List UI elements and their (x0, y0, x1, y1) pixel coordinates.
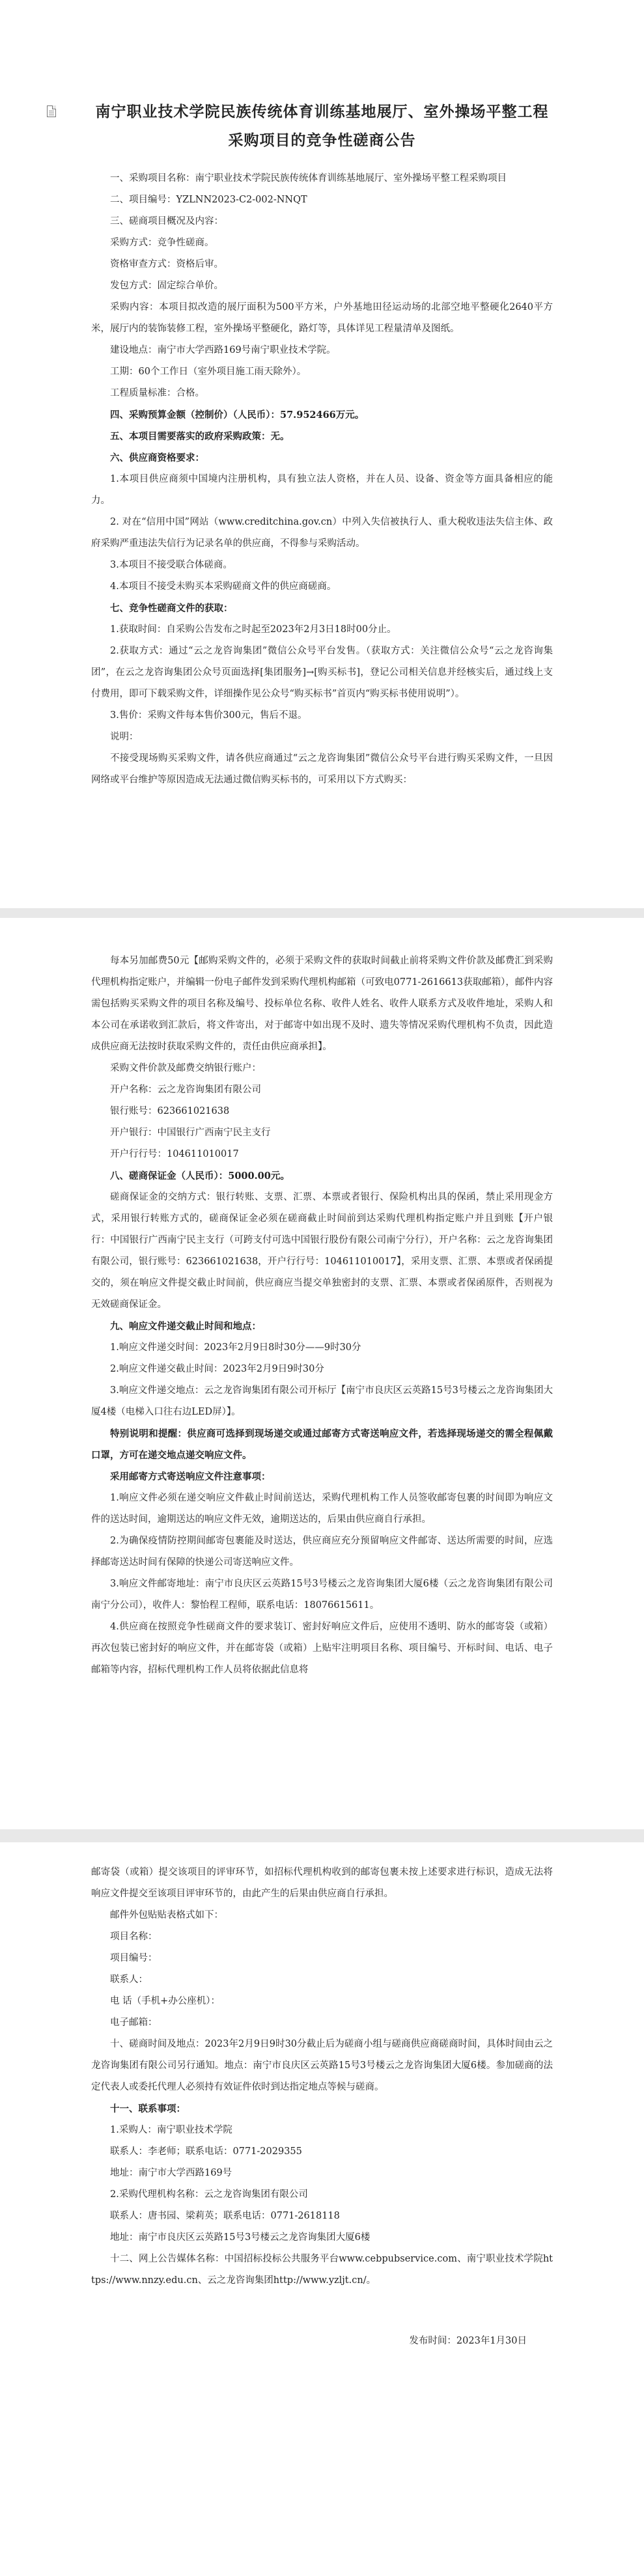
page-title: 南宁职业技术学院民族传统体育训练基地展厅、室外操场平整工程采购项目的竞争性磋商公告 (95, 104, 549, 149)
obtain-method: 2.获取方式：通过“云之龙咨询集团”微信公众号平台发售。（获取方式：关注微信公众号“云之龙咨询集团”，在云之龙咨询集团公众号页面选择[集团服务]→[购买标书]，登记公司相关信息并经核实后，通过线上支付费用，即可下载采购文件，详细操作见公众号“购买标书”首页内“购买标书使用说明”）。 (91, 646, 553, 699)
section-10-time-place: 十、磋商时间及地点：2023年2月9日9时30分截止后为磋商小组与磋商供应商磋商时间，具体时间由云之龙咨询集团有限公司另行通知。地点：南宁市良庆区云英路15号3号楼云之龙咨询集团大厦6楼。参加磋商的法定代表人或委托代理人必须持有效证件依时到达指定地点等候与磋商。 (91, 2039, 553, 2092)
mail-note-4: 4.供应商在按照竞争性磋商文件的要求装订、密封好响应文件后，应使用不透明、防水的邮寄袋（或箱）再次包装已密封好的响应文件，并在邮寄袋（或箱）上贴牢注明项目名称、项目编号、开标时间、电话、电子邮箱等内容，招标代理机构工作人员将依据此信息将 (91, 1622, 553, 1675)
purchaser-address: 地址：南宁市大学西路169号 (110, 2168, 232, 2178)
label-format-heading: 邮件外包贴贴表格式如下： (110, 1910, 223, 1920)
document-page-3 (0, 1842, 644, 2576)
document-price: 3.售价：采购文件每本售价300元，售后不退。 (110, 710, 307, 721)
qualification-3: 3.本项目不接受联合体磋商。 (110, 560, 232, 570)
section-2-project-number: 二、项目编号：YZLNN2023-C2-002-NNQT (110, 195, 307, 205)
label-email: 电子邮箱： (110, 2017, 158, 2028)
label-contact: 联系人： (110, 1974, 148, 1985)
section-11-heading: 十一、联系事项： (110, 2103, 186, 2114)
quality-standard: 工程质量标准：合格。 (110, 388, 204, 398)
purchaser-contact: 联系人：李老师；联系电话：0771-2029355 (110, 2146, 302, 2157)
submission-deadline: 2.响应文件递交截止时间：2023年2月9日9时30分 (110, 1364, 324, 1374)
label-phone: 电 话（手机+办公座机）： (110, 1996, 221, 2006)
procurement-content: 采购内容：本项目拟改造的展厅面积为500平方米，户外基地田径运动场的北部空地平整硬化2640平方米，展厅内的装饰装修工程，室外操场平整硬化，路灯等，具体详见工程量清单及图纸。 (91, 302, 553, 334)
document-page-1 (0, 0, 644, 908)
section-12-media: 十二、网上公告媒体名称：中国招标投标公共服务平台www.cebpubservice.com、南宁职业技术学院https://www.nnzy.edu.cn、云之龙咨询集团http://www.yzljt.cn/。 (91, 2254, 553, 2286)
label-project-number: 项目编号： (110, 1953, 158, 1963)
account-name: 开户名称：云之龙咨询集团有限公司 (110, 1085, 261, 1095)
special-reminder: 特别说明和提醒：供应商可选择到现场递交或通过邮寄方式寄送响应文件，若选择现场递交的需全程佩戴口罩，方可在递交地点递交响应文件。 (91, 1428, 553, 1461)
qualification-2: 2. 对在“信用中国”网站（www.creditchina.gov.cn）中列入失信被执行人、重大税收违法失信主体、政府采购严重违法失信行为记录名单的供应商，不得参与采购活动。 (91, 517, 553, 549)
account-number: 银行账号：623661021638 (110, 1106, 230, 1116)
qualification-1: 1.本项目供应商须中国境内注册机构，具有独立法人资格，并在人员、设备、资金等方面具备相应的能力。 (91, 474, 553, 506)
contract-method: 发包方式：固定综合单价。 (110, 281, 223, 291)
bank-account-heading: 采购文件价款及邮费交纳银行账户： (110, 1063, 261, 1073)
submission-time: 1.响应文件递交时间：2023年2月9日8时30分——9时30分 (110, 1342, 361, 1353)
mail-note-2: 2.为确保疫情防控期间邮寄包裹能及时送达，供应商应充分预留响应文件邮寄、送达所需要的时间，应选择邮寄送达时间有保障的快递公司寄送响应文件。 (91, 1536, 553, 1568)
mail-note-1: 1.响应文件必须在递交响应文件截止时间前送达，采购代理机构工作人员签收邮寄包裹的时间即为响应文件的送达时间，逾期送达的响应文件无效，逾期送达的，后果由供应商自行承担。 (91, 1493, 553, 1525)
section-7-heading: 七、竞争性磋商文件的获取： (110, 603, 233, 614)
submission-location: 3.响应文件递交地点：云之龙咨询集团有限公司开标厅【南宁市良庆区云英路15号3号楼云之龙咨询集团大厦4楼（电梯入口往右边LED屏）】。 (91, 1385, 553, 1417)
agency-contact: 联系人：唐书园、梁莉英；联系电话：0771-2618118 (110, 2211, 340, 2221)
section-3-heading: 三、磋商项目概况及内容： (110, 216, 223, 227)
mail-note-3: 3.响应文件邮寄地址：南宁市良庆区云英路15号3号楼云之龙咨询集团大厦6楼（云之龙咨询集团有限公司南宁分公司），收件人：黎怡程工程师，联系电话：18076615611。 (91, 1579, 553, 1611)
mail-note-4-continued: 邮寄袋（或箱）提交该项目的评审环节，如招标代理机构收到的邮寄包裹未按上述要求进行标识，造成无法将响应文件提交至该项目评审环节的，由此产生的后果由供应商自行承担。 (91, 1867, 553, 1899)
publish-date: 发布时间：2023年1月30日 (409, 2336, 527, 2346)
note-text: 不接受现场购买采购文件，请各供应商通过“云之龙咨询集团”微信公众号平台进行购买采购文件，一旦因网络或平台维护等原因造成无法通过微信购买标书的，可采用以下方式购买： (91, 753, 553, 785)
deposit-method: 磋商保证金的交纳方式：银行转账、支票、汇票、本票或者银行、保险机构出具的保函，禁止采用现金方式，采用银行转账方式的，磋商保证金必须在磋商截止时间前到达采购代理机构指定账户并且到账【开户银行：中国银行广西南宁民主支行（可跨支付可选中国银行股份有限公司南宁分行），开户名称：云之龙咨询集团有限公司，银行账号：623661021638，开户行行号：104611010017】，采用支票、汇票、本票或者保函提交的，须在响应文件提交截止时间前，供应商应当提交单独密封的支票、汇票、本票或者保函原件，否则视为无效磋商保证金。 (91, 1192, 553, 1310)
qualification-review: 资格审查方式：资格后审。 (110, 259, 223, 270)
section-5-policy: 五、本项目需要落实的政府采购政策：无。 (110, 431, 290, 442)
obtain-time: 1.获取时间：自采购公告发布之时起至2023年2月3日18时00分止。 (110, 624, 397, 635)
section-4-budget: 四、采购预算金额（控制价）（人民币）：57.952466万元。 (110, 409, 365, 421)
purchaser-name: 1.采购人：南宁职业技术学院 (110, 2125, 232, 2135)
account-bank: 开户银行：中国银行广西南宁民主支行 (110, 1128, 271, 1138)
bank-code: 开户行行号：104611010017 (110, 1149, 239, 1159)
construction-period: 工期：60个工作日（室外项目施工雨天除外）。 (110, 367, 307, 377)
label-project-name: 项目名称： (110, 1932, 158, 1942)
note-heading: 说明： (110, 732, 139, 742)
agency-name: 2.采购代理机构名称：云之龙咨询集团有限公司 (110, 2189, 308, 2200)
section-8-deposit: 八、磋商保证金（人民币）：5000.00元。 (110, 1170, 290, 1182)
construction-site: 建设地点：南宁市大学西路169号南宁职业技术学院。 (110, 345, 336, 355)
document-page-2 (0, 918, 644, 1829)
document-icon (47, 105, 56, 117)
mail-notes-heading: 采用邮寄方式寄送响应文件注意事项： (110, 1471, 271, 1482)
mail-order-text: 每本另加邮费50元【邮购采购文件的，必须于采购文件的获取时间截止前将采购文件价款及邮费汇到采购代理机构指定账户，并编辑一份电子邮件发到采购代理机构邮箱（可致电0771-2616613获取邮箱），邮件内容需包括购买采购文件的项目名称及编号、投标单位名称、收件人姓名、收件人联系方式及收件地址，采购人和本公司在承诺收到汇款后，将文件寄出，对于邮寄中如出现不及时、遗失等情况采购代理机构不负责，因此造成供应商无法按时获取采购文件的，责任由供应商承担】。 (91, 956, 553, 1052)
agency-address: 地址：南宁市良庆区云英路15号3号楼云之龙咨询集团大厦6楼 (110, 2232, 371, 2243)
section-9-heading: 九、响应文件递交截止时间和地点： (110, 1321, 261, 1332)
section-1-project-name: 一、采购项目名称：南宁职业技术学院民族传统体育训练基地展厅、室外操场平整工程采购项目 (110, 173, 507, 184)
procurement-method: 采购方式：竞争性磋商。 (110, 238, 214, 248)
qualification-4: 4.本项目不接受未购买本采购磋商文件的供应商磋商。 (110, 581, 337, 592)
section-6-heading: 六、供应商资格要求： (110, 452, 204, 464)
